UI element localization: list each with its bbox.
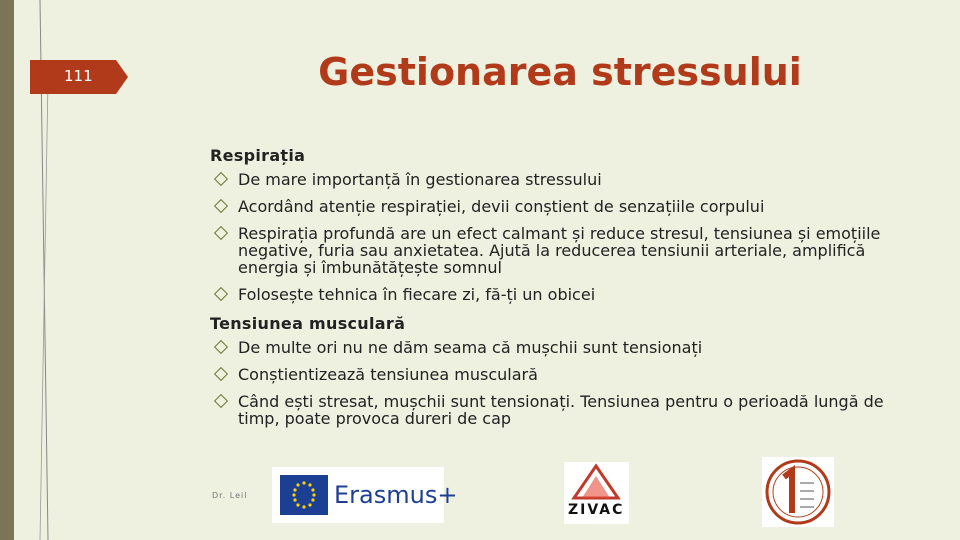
diamond-bullet-icon [214, 367, 228, 381]
diamond-bullet-icon [214, 394, 228, 408]
seal-logo [762, 457, 834, 527]
bullet-item: De multe ori nu ne dăm seama că mușchii sunt tensionați [210, 339, 910, 356]
triangle-icon [564, 462, 629, 502]
author-credit: Dr. Leil [212, 491, 248, 500]
slide-number: 111 [64, 67, 93, 85]
zivac-logo [564, 462, 629, 524]
diamond-bullet-icon [214, 287, 228, 301]
bullet-item: Respirația profundă are un efect calmant și reduce stresul, tensiunea și emoțiile negative, furia sau anxietatea. Ajută la reducerea tensiunii arteriale, amplifică energia și îmbunătățește somnul [210, 225, 910, 276]
bullet-item: Folosește tehnica în fiecare zi, fă-ți un obicei [210, 286, 910, 303]
bullet-item: De mare importanță în gestionarea stressului [210, 171, 910, 188]
slide-title: Gestionarea stressului [318, 50, 802, 94]
zivac-label: ZIVAC [568, 502, 625, 518]
bullet-item: Când ești stresat, mușchii sunt tensionați. Tensiunea pentru o perioadă lungă de timp, poate provoca dureri de cap [210, 393, 910, 427]
diamond-bullet-icon [214, 172, 228, 186]
diamond-bullet-icon [214, 340, 228, 354]
diamond-bullet-icon [214, 199, 228, 213]
erasmus-logo [272, 467, 458, 523]
slide-number-tab [30, 60, 128, 94]
seal-icon [762, 457, 834, 527]
bullet-item: Conștientizează tensiunea musculară [210, 366, 910, 383]
eu-flag-icon [280, 475, 328, 515]
slide-content [210, 145, 910, 437]
diamond-bullet-icon [214, 226, 228, 240]
erasmus-label: Erasmus+ [334, 481, 458, 509]
bullet-item: Acordând atenție respirației, devii conștient de senzațiile corpului [210, 198, 910, 215]
section-heading-respiratia: Respirația [210, 146, 306, 165]
section-heading-tensiunea: Tensiunea musculară [210, 314, 406, 333]
